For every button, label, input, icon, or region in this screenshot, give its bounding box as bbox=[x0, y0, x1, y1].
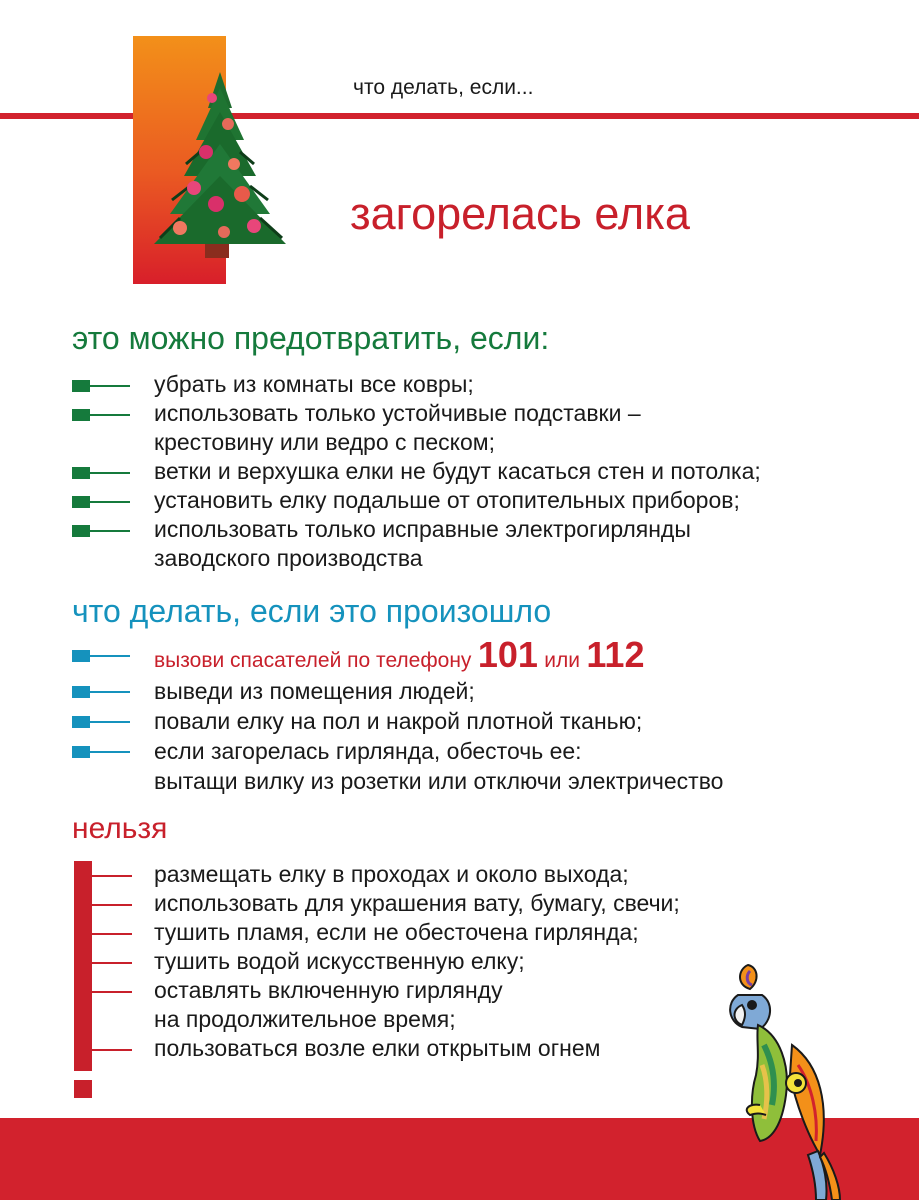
action-list bbox=[72, 634, 724, 796]
prevent-heading: это можно предотвратить, если: bbox=[72, 320, 550, 356]
list-item bbox=[72, 370, 761, 399]
forbidden-list bbox=[92, 860, 680, 1063]
item-text: использовать для украшения вату, бумагу, свечи; bbox=[154, 890, 680, 916]
item-text: повали елку на пол и накрой плотной тканью; bbox=[154, 708, 643, 734]
phone-number-101: 101 bbox=[477, 634, 538, 675]
bullet-line bbox=[92, 962, 132, 964]
list-item bbox=[72, 706, 723, 736]
item-text: пользоваться возле елки открытым огнем bbox=[154, 1035, 601, 1061]
item-text: убрать из комнаты все ковры; bbox=[154, 371, 474, 397]
bullet-line bbox=[92, 875, 132, 877]
item-text: тушить пламя, если не обесточена гирлянда; bbox=[154, 919, 639, 945]
bullet-line bbox=[90, 721, 130, 723]
blue-square-bullet-icon bbox=[72, 650, 90, 662]
bullet-line bbox=[92, 904, 132, 906]
green-square-bullet-icon bbox=[72, 525, 90, 537]
prevent-list bbox=[72, 370, 761, 573]
list-item bbox=[92, 1034, 680, 1063]
or-text: или bbox=[544, 649, 580, 672]
bullet-line bbox=[92, 933, 132, 935]
blue-square-bullet-icon bbox=[72, 746, 90, 758]
green-square-bullet-icon bbox=[72, 496, 90, 508]
item-text-cont: на продолжительное время; bbox=[154, 1006, 456, 1032]
list-item bbox=[72, 486, 761, 515]
bullet-line bbox=[90, 414, 130, 416]
pre-title: что делать, если... bbox=[353, 76, 534, 99]
blue-square-bullet-icon bbox=[72, 686, 90, 698]
item-text: тушить водой искусственную елку; bbox=[154, 948, 525, 974]
item-text: если загорелась гирлянда, обесточь ее: bbox=[154, 738, 582, 764]
page-title: загорелась елка bbox=[350, 188, 690, 239]
bullet-line bbox=[90, 530, 130, 532]
bullet-line bbox=[90, 385, 130, 387]
blue-square-bullet-icon bbox=[72, 716, 90, 728]
forbidden-heading: нельзя bbox=[72, 812, 168, 845]
list-item-call bbox=[72, 634, 723, 676]
green-square-bullet-icon bbox=[72, 467, 90, 479]
bullet-line bbox=[90, 655, 130, 657]
bullet-line bbox=[92, 991, 132, 993]
list-item bbox=[72, 399, 761, 457]
action-heading: что делать, если это произошло bbox=[72, 593, 552, 629]
phone-number-112: 112 bbox=[586, 634, 645, 675]
item-text: использовать только устойчивые подставки – bbox=[154, 400, 641, 426]
bullet-line bbox=[90, 501, 130, 503]
item-text: установить елку подальше от отопительных приборов; bbox=[154, 487, 740, 513]
list-item bbox=[92, 976, 680, 1034]
list-item bbox=[72, 457, 761, 486]
bullet-line bbox=[90, 751, 130, 753]
list-item bbox=[72, 736, 723, 796]
exclamation-dot bbox=[74, 1080, 92, 1098]
item-text-cont: вытащи вилку из розетки или отключи электричество bbox=[154, 768, 724, 794]
item-text: выведи из помещения людей; bbox=[154, 678, 475, 704]
item-text: ветки и верхушка елки не будут касаться стен и потолка; bbox=[154, 458, 761, 484]
list-item bbox=[92, 918, 680, 947]
green-square-bullet-icon bbox=[72, 380, 90, 392]
list-item bbox=[92, 889, 680, 918]
green-square-bullet-icon bbox=[72, 409, 90, 421]
item-text-cont: заводского производства bbox=[154, 545, 423, 571]
christmas-tree-icon bbox=[150, 68, 290, 264]
bullet-line bbox=[90, 472, 130, 474]
item-text-cont: крестовину или ведро с песком; bbox=[154, 429, 495, 455]
item-text: использовать только исправные электрогирлянды bbox=[154, 516, 691, 542]
exclamation-mark-icon bbox=[74, 861, 92, 1071]
bullet-line bbox=[90, 691, 130, 693]
parrot-illustration bbox=[720, 955, 850, 1200]
list-item bbox=[92, 947, 680, 976]
item-text: оставлять включенную гирлянду bbox=[154, 977, 503, 1003]
list-item bbox=[72, 676, 723, 706]
list-item bbox=[72, 515, 761, 573]
bullet-line bbox=[92, 1049, 132, 1051]
call-rescuers-text: вызови спасателей по телефону bbox=[154, 649, 472, 672]
item-text: размещать елку в проходах и около выхода; bbox=[154, 861, 629, 887]
list-item bbox=[92, 860, 680, 889]
